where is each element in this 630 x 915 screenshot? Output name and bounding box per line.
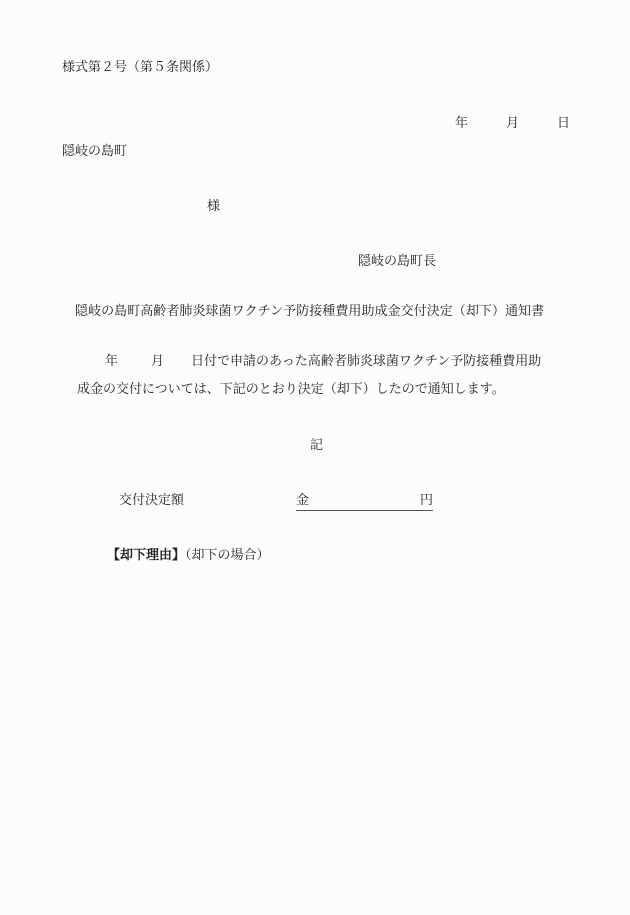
body-month-label: 月 [151, 354, 165, 369]
body-paragraph-line-1 [105, 355, 541, 368]
amount-label: 交付決定額 [119, 493, 185, 508]
ki-heading: 記 [310, 438, 324, 453]
document-title: 隠岐の島町高齢者肺炎球菌ワクチン予防接種費用助成金交付決定（却下）通知書 [75, 304, 545, 319]
rejection-reason-note: （却下の場合） [185, 548, 270, 563]
body-paragraph-line-2: 成金の交付については、下記のとおり決定（却下）したので通知します。 [77, 382, 505, 397]
rejection-reason [107, 549, 270, 562]
issuer-name: 隠岐の島町長 [358, 254, 437, 269]
form-number: 様式第２号（第５条関係） [62, 60, 219, 75]
date-day-label: 日 [557, 116, 571, 131]
amount-suffix: 円 [419, 493, 433, 508]
body-text-1: 日付で申請のあった高齢者肺炎球菌ワクチン予防接種費用助 [191, 354, 542, 369]
body-year-label: 年 [105, 354, 119, 369]
rejection-reason-label: 【却下理由】 [107, 548, 186, 563]
date-month-label: 月 [506, 116, 520, 131]
addressee-honorific: 様 [207, 199, 221, 214]
amount-field [296, 494, 433, 511]
addressee-organization: 隠岐の島町 [62, 144, 128, 159]
amount-prefix: 金 [296, 493, 310, 508]
date-year-label: 年 [455, 116, 469, 131]
